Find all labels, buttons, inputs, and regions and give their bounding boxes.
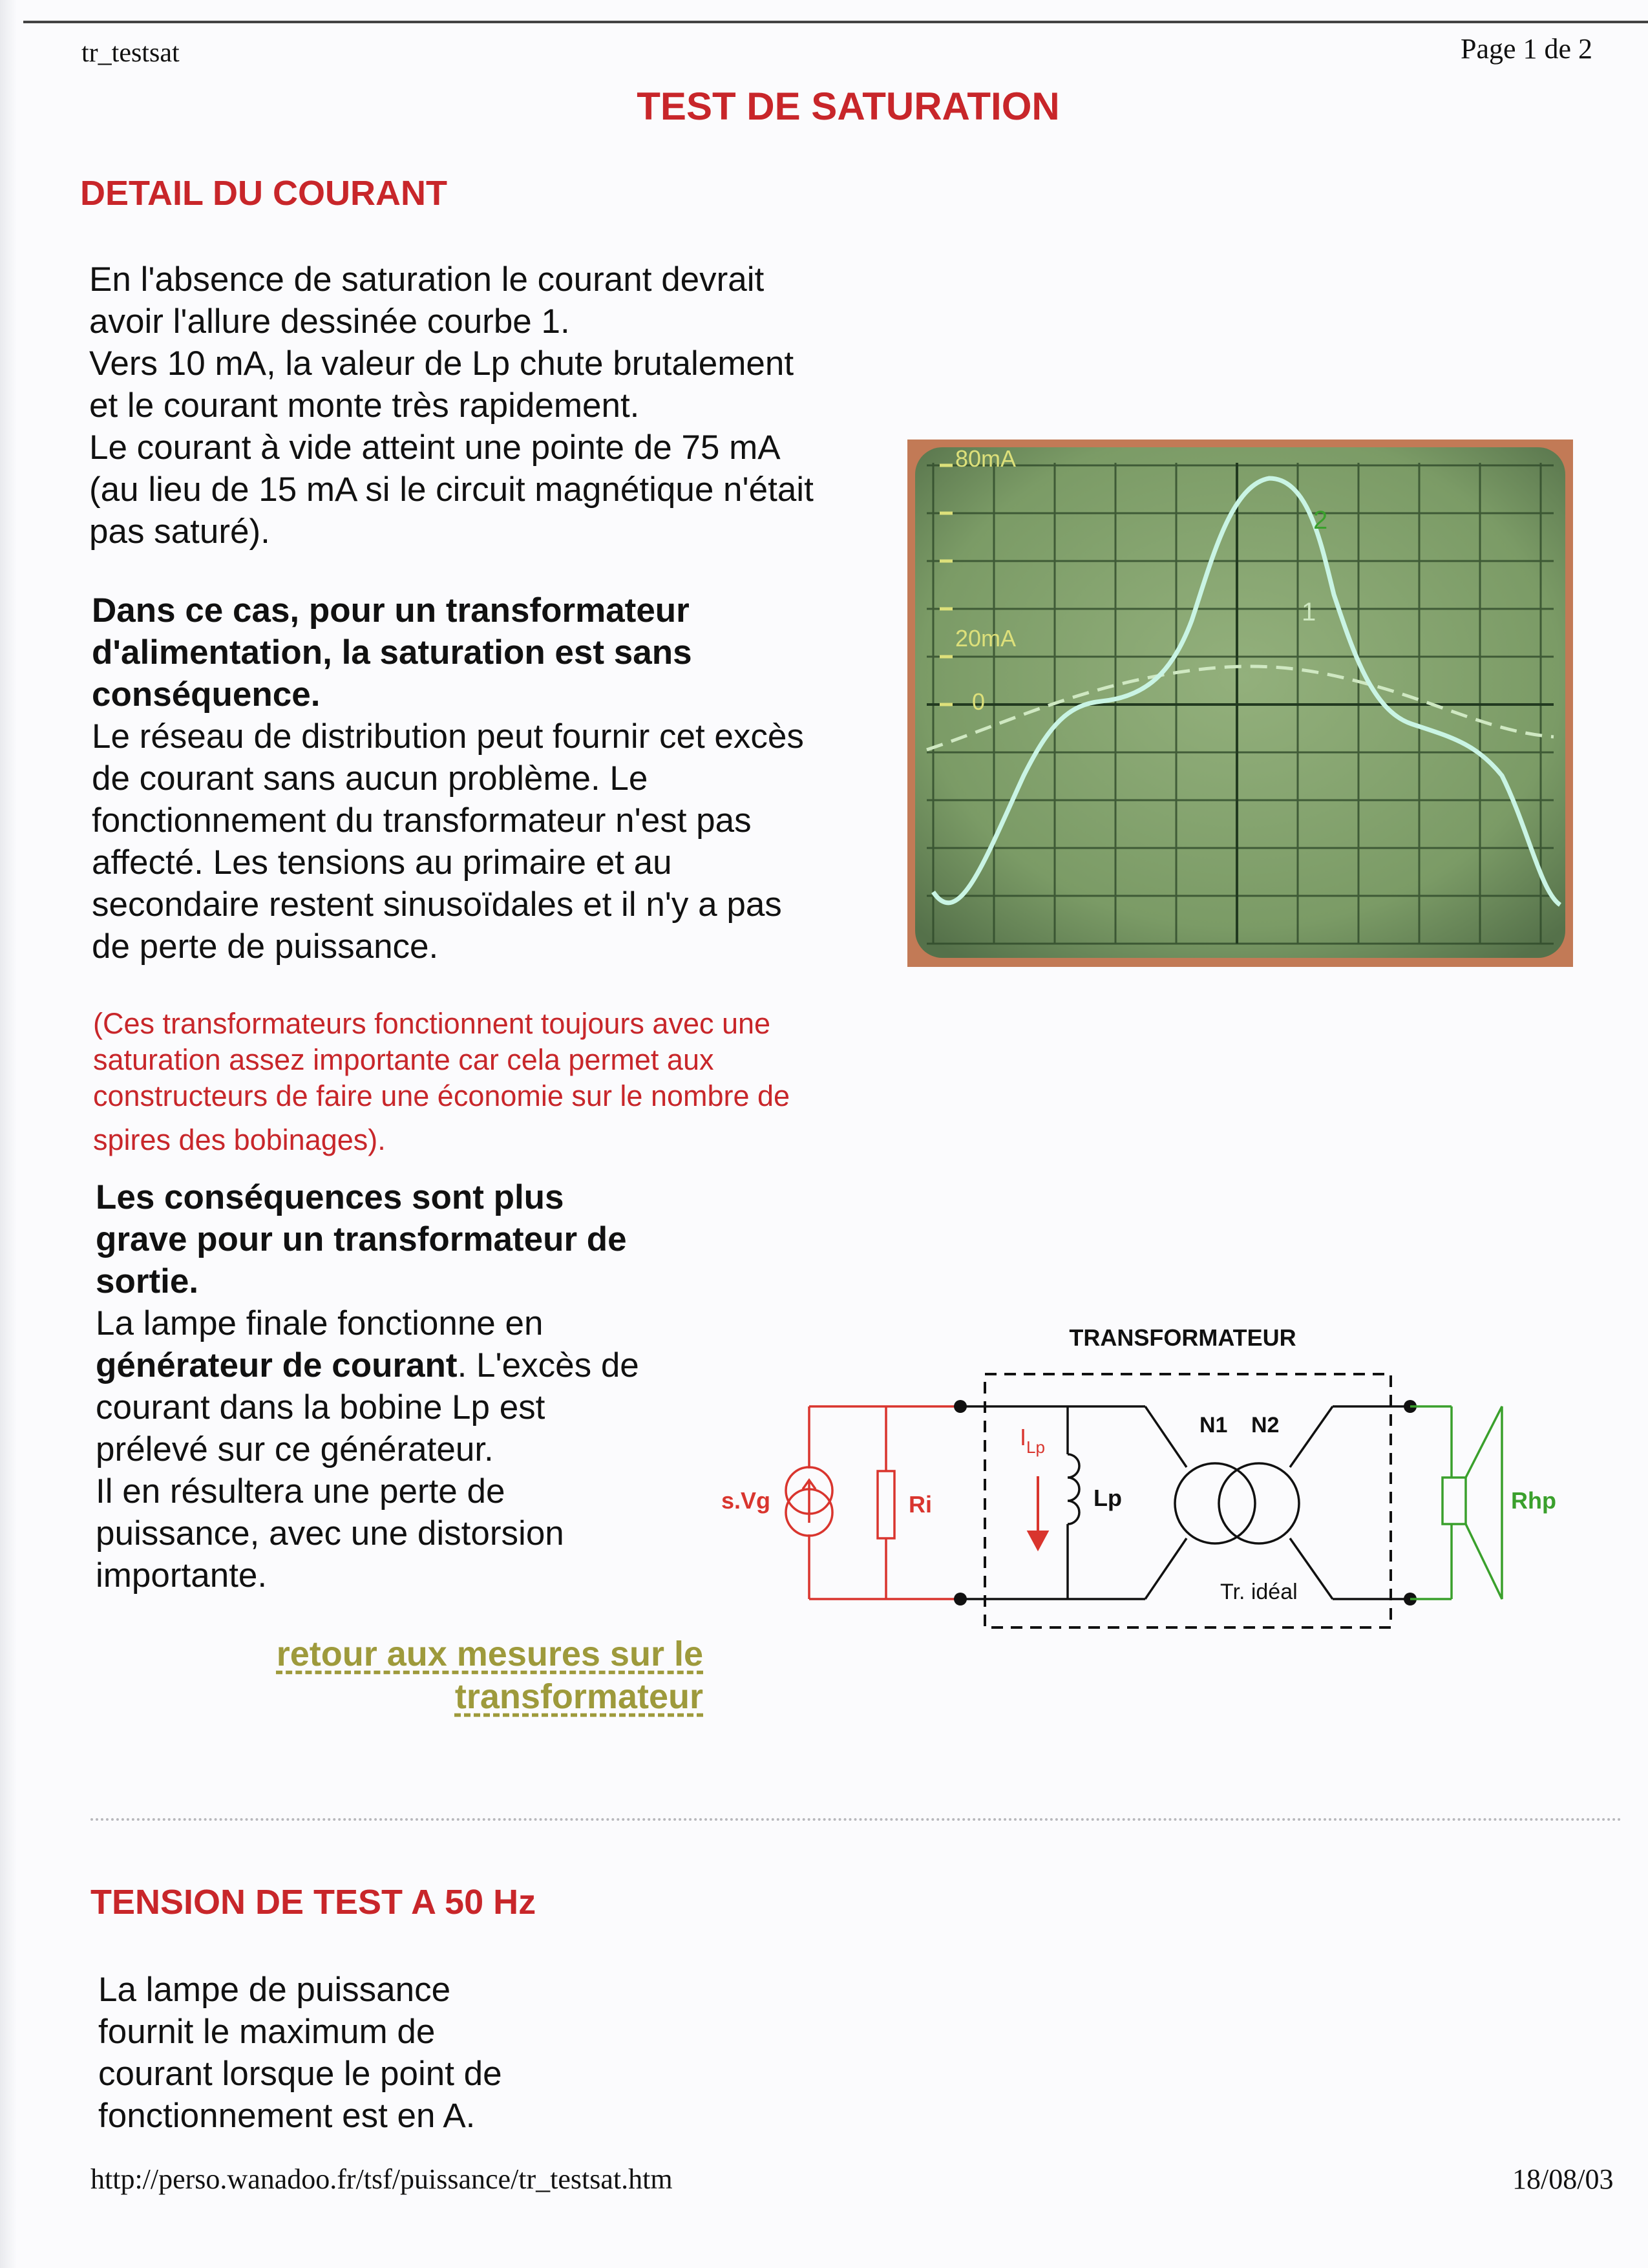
bold-text-line: grave pour un transformateur de (96, 1220, 627, 1258)
text-line: importante. (96, 1556, 268, 1595)
test-voltage-paragraph (98, 1969, 502, 2137)
current-arrow-icon (1029, 1476, 1047, 1549)
bold-text-line: Dans ce cas, pour un transformateur (92, 591, 690, 630)
ideal-transformer-coil-1 (1175, 1463, 1255, 1543)
text-line: Il en résultera une perte de (96, 1472, 505, 1510)
link-line: transformateur (454, 1677, 703, 1716)
back-to-transformer-measures-link[interactable] (194, 1633, 703, 1718)
text-line: Le courant à vide atteint une pointe de 75 mA (89, 429, 781, 467)
primary-winding (960, 1406, 1410, 1599)
scan-edge-shadow (0, 0, 17, 2268)
label-ideal-transformer: Tr. idéal (1220, 1580, 1298, 1604)
text-line: de perte de puissance. (92, 927, 439, 966)
text-line: Vers 10 mA, la valeur de Lp chute brutalement (89, 344, 794, 383)
oscilloscope-photo (907, 440, 1573, 967)
note-line: saturation assez importante car cela permet aux (93, 1043, 714, 1076)
text-line: fournit le maximum de (98, 2013, 436, 2051)
scope-label-80ma: 80mA (955, 445, 1017, 472)
text-line: (au lieu de 15 mA si le circuit magnétique n'était (89, 471, 814, 509)
scope-label-zero: 0 (972, 688, 986, 715)
text-line: fonctionnement du transformateur n'est pas (92, 801, 752, 840)
label-lp: Lp (1093, 1485, 1122, 1511)
bold-phrase: générateur de courant (96, 1346, 458, 1384)
text-line: affecté. Les tensions au primaire et au (92, 843, 672, 882)
text-line: Le réseau de distribution peut fournir cet excès (92, 717, 804, 756)
text-line (96, 1344, 639, 1386)
bold-text-line: Les conséquences sont plus (96, 1178, 564, 1216)
source-circuit (786, 1406, 960, 1599)
section-heading-detail-courant: DETAIL DU COURANT (80, 174, 447, 213)
section-separator (90, 1818, 1622, 1821)
output-transformer-paragraph (96, 1176, 639, 1596)
bold-text-line: d'alimentation, la saturation est sans (92, 633, 692, 672)
red-note (93, 1006, 790, 1158)
label-n2: N2 (1251, 1413, 1280, 1437)
bold-text-line: conséquence. (92, 675, 321, 714)
text-line: La lampe finale fonctionne en (96, 1304, 544, 1342)
text-line: et le courant monte très rapidement. (89, 387, 640, 425)
text-line: La lampe de puissance (98, 1971, 451, 2009)
supply-transformer-paragraph (92, 589, 804, 968)
text-line: fonctionnement est en A. (98, 2097, 476, 2135)
label-rhp: Rhp (1511, 1487, 1556, 1514)
header-rule (23, 21, 1648, 23)
scope-label-20ma: 20mA (955, 625, 1017, 652)
text-line: puissance, avec une distorsion (96, 1514, 564, 1553)
text-line: de courant sans aucun problème. Le (92, 759, 648, 798)
page-title: TEST DE SATURATION (637, 85, 1060, 128)
transformer-circuit-diagram (708, 1319, 1587, 1668)
label-svg: s.Vg (721, 1487, 771, 1514)
diagram-title: TRANSFORMATEUR (1069, 1324, 1296, 1351)
intro-paragraph (89, 259, 814, 553)
footer-date: 18/08/03 (1512, 2163, 1614, 2195)
note-line: constructeurs de faire une économie sur le nombre de (93, 1079, 790, 1112)
resistor-ri (878, 1471, 894, 1538)
label-n1: N1 (1199, 1413, 1228, 1437)
text-run: . L'excès de (457, 1346, 639, 1384)
text-line: pas saturé). (89, 513, 270, 551)
note-line: spires des bobinages). (93, 1123, 386, 1156)
section-heading-tension-test: TENSION DE TEST A 50 Hz (90, 1883, 536, 1922)
footer-url: http://perso.wanadoo.fr/tsf/puissance/tr_testsat.htm (90, 2163, 673, 2195)
header-page-number: Page 1 de 2 (1461, 33, 1593, 65)
bold-text-line: sortie. (96, 1262, 199, 1300)
scope-screen (915, 447, 1565, 958)
loudspeaker-icon (1410, 1406, 1502, 1599)
scope-curve-2-label: 2 (1313, 506, 1328, 535)
text-line: secondaire restent sinusoïdales et il n'y a pas (92, 885, 782, 924)
scope-curve-1-label: 1 (1302, 598, 1316, 626)
text-line: courant lorsque le point de (98, 2055, 502, 2093)
note-line: (Ces transformateurs fonctionnent toujours avec une (93, 1007, 771, 1040)
text-line: courant dans la bobine Lp est (96, 1388, 545, 1426)
label-ilp-subscript: Lp (1026, 1437, 1045, 1457)
link-line: retour aux mesures sur le (276, 1635, 703, 1673)
header-filename: tr_testsat (81, 38, 180, 68)
label-ilp (1020, 1424, 1045, 1457)
ideal-transformer-coil-2 (1219, 1463, 1299, 1543)
inductor-lp (1068, 1454, 1079, 1524)
label-ilp-i: I (1020, 1424, 1027, 1450)
text-line: prélevé sur ce générateur. (96, 1430, 494, 1468)
label-ri: Ri (909, 1491, 932, 1518)
text-line: En l'absence de saturation le courant devrait (89, 260, 765, 299)
text-line: avoir l'allure dessinée courbe 1. (89, 302, 570, 341)
